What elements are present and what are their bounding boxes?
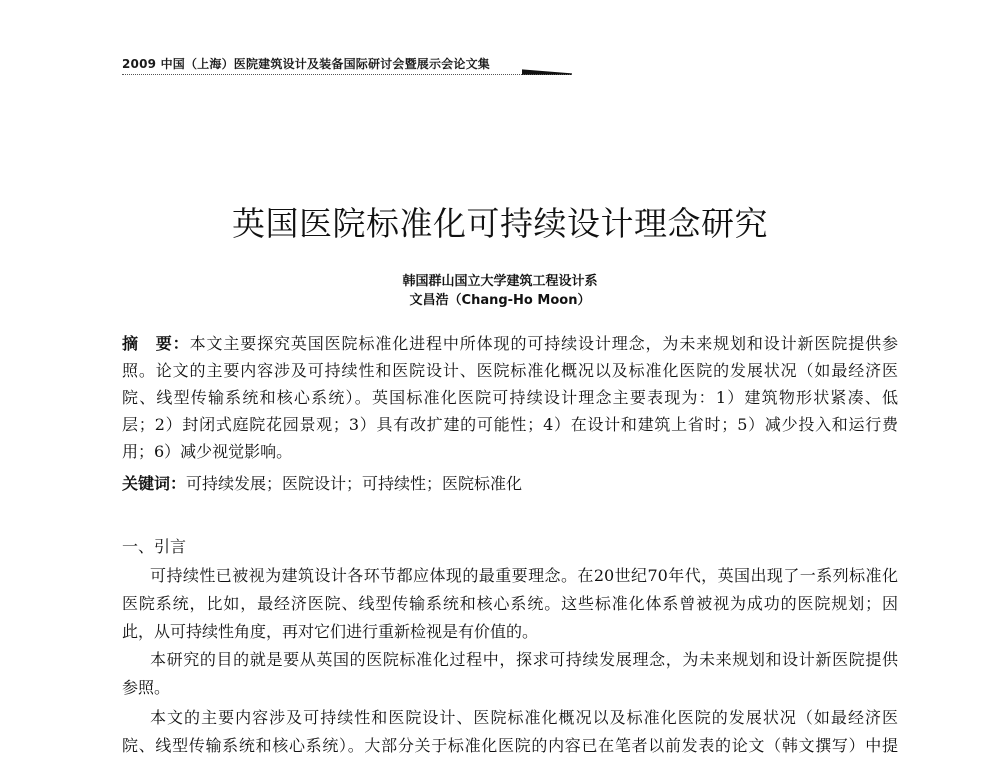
keywords-line xyxy=(122,474,522,494)
paragraph-line: 此，从可持续性角度，再对它们进行重新检视是有价值的。 xyxy=(122,622,539,641)
abstract-line: 层；2）封闭式庭院花园景观；3）具有改扩建的可能性；4）在设计和建筑上省时；5）减少投入和运行费 xyxy=(122,415,898,434)
paper-title: 英国医院标准化可持续设计理念研究 xyxy=(232,204,768,243)
running-header: 2009 中国（上海）医院建筑设计及装备国际研讨会暨展示会论文集 xyxy=(122,57,490,71)
abstract-line xyxy=(122,334,898,354)
abstract-line: 院、线型传输系统和核心系统）。英国标准化医院可持续设计理念主要表现为：1）建筑物形状紧凑、低 xyxy=(122,388,898,407)
header-rule xyxy=(122,74,572,75)
keywords-label: 关键词： xyxy=(122,474,187,493)
paragraph-line: 参照。 xyxy=(122,678,171,697)
paragraph-line: 本研究的目的就是要从英国的医院标准化过程中，探求可持续发展理念，为未来规划和设计新医院提供 xyxy=(150,650,898,669)
author-affiliation: 韩国群山国立大学建筑工程设计系 xyxy=(402,274,598,289)
author-name: 文昌浩（Chang-Ho Moon） xyxy=(409,293,591,308)
paragraph-line: 院、线型传输系统和核心系统）。大部分关于标准化医院的内容已在笔者以前发表的论文（韩文撰写）中提 xyxy=(122,736,898,755)
abstract-label: 摘 要： xyxy=(122,334,190,353)
abstract-line: 照。论文的主要内容涉及可持续性和医院设计、医院标准化概况以及标准化医院的发展状况（如最经济医 xyxy=(122,361,898,380)
paragraph-line: 医院系统，比如，最经济医院、线型传输系统和核心系统。这些标准化体系曾被视为成功的医院规划；因 xyxy=(122,594,898,613)
keywords-text: 可持续发展；医院设计；可持续性；医院标准化 xyxy=(186,474,523,493)
paragraph-line: 本文的主要内容涉及可持续性和医院设计、医院标准化概况以及标准化医院的发展状况（如最经济医 xyxy=(150,708,898,727)
abstract-text: 本文主要探究英国医院标准化进程中所体现的可持续设计理念，为未来规划和设计新医院提供参 xyxy=(189,334,898,353)
section-heading: 一、引言 xyxy=(122,537,187,556)
paragraph-line: 可持续性已被视为建筑设计各环节都应体现的最重要理念。在20世纪70年代，英国出现了一系列标准化 xyxy=(150,566,898,585)
abstract-line: 用；6）减少视觉影响。 xyxy=(122,442,293,461)
